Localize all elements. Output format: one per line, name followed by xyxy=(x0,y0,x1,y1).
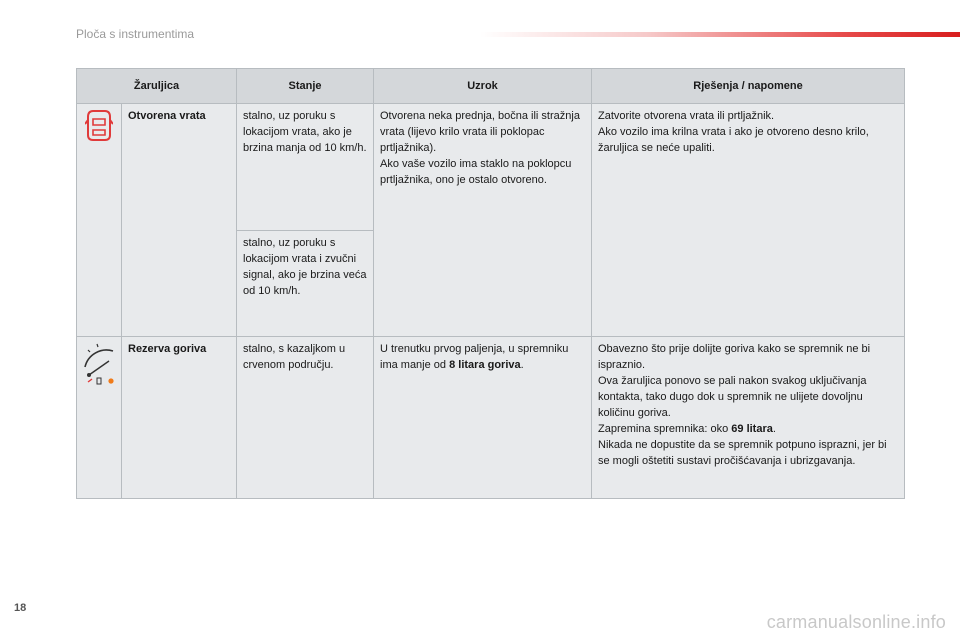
door-open-icon xyxy=(85,108,113,142)
page-number: 18 xyxy=(14,602,27,614)
lamp-name-door: Otvorena vrata xyxy=(122,104,237,337)
solution-fuel-line-2: Ova žaruljica ponovo se pali nakon svakog uključivanja kontakta, tako dugo dok u spremnik ne ulijete dovoljnu količinu goriva. xyxy=(598,375,867,419)
tank-capacity-end: . xyxy=(772,423,776,435)
warning-lights-table xyxy=(76,68,905,499)
watermark: carmanualsonline.info xyxy=(766,612,946,632)
solution-fuel-line-1: Obavezno što prije dolijte goriva kako se spremnik ne bi ispraznio. xyxy=(598,343,871,371)
solution-door: Zatvorite otvorena vrata ili prtljažnik. Ako vozilo ima krilna vrata i ako je otvoreno desno krilo, žaruljica se neće upaliti. xyxy=(592,104,905,337)
column-header-lamp: Žaruljica xyxy=(77,69,237,104)
tank-capacity-label: Zapremina spremnika: oko xyxy=(598,423,732,435)
solution-fuel xyxy=(592,337,905,499)
cause-fuel-end: . xyxy=(520,359,524,371)
fuel-gauge-icon xyxy=(83,341,117,385)
column-header-solution: Rješenja / napomene xyxy=(592,69,905,104)
solution-fuel-line-3 xyxy=(598,421,898,437)
cause-door: Otvorena neka prednja, bočna ili stražnja vrata (lijevo krilo vrata ili poklopac prtljažnika). Ako vaše vozilo ima staklo na poklopcu prtljažnika, ono je ostalo otvoreno. xyxy=(374,104,592,337)
header-accent-bar xyxy=(480,32,960,37)
state-fuel: stalno, s kazaljkom u crvenom području. xyxy=(237,337,374,499)
cause-fuel-amount: 8 litara goriva xyxy=(449,359,521,371)
lamp-icon-cell xyxy=(77,104,122,337)
solution-fuel-line-4: Nikada ne dopustite da se spremnik potpuno isprazni, jer bi se mogli oštetiti sustavi pročišćavanja i ubrizgavanja. xyxy=(598,439,887,467)
cause-fuel-text: U trenutku prvog paljenja, u spremniku ima manje od xyxy=(380,343,569,371)
table-row xyxy=(77,104,905,231)
lamp-icon-cell xyxy=(77,337,122,499)
lamp-name-fuel: Rezerva goriva xyxy=(122,337,237,499)
column-header-state: Stanje xyxy=(237,69,374,104)
table-row xyxy=(77,337,905,499)
page-header-title: Ploča s instrumentima xyxy=(76,27,195,41)
column-header-cause: Uzrok xyxy=(374,69,592,104)
cause-fuel xyxy=(374,337,592,499)
table-header-row xyxy=(77,69,905,104)
tank-capacity-value: 69 litara xyxy=(731,423,773,435)
state-door-high-speed: stalno, uz poruku s lokacijom vrata i zvučni signal, ako je brzina veća od 10 km/h. xyxy=(237,231,374,337)
state-door-low-speed: stalno, uz poruku s lokacijom vrata, ako je brzina manja od 10 km/h. xyxy=(237,104,374,231)
